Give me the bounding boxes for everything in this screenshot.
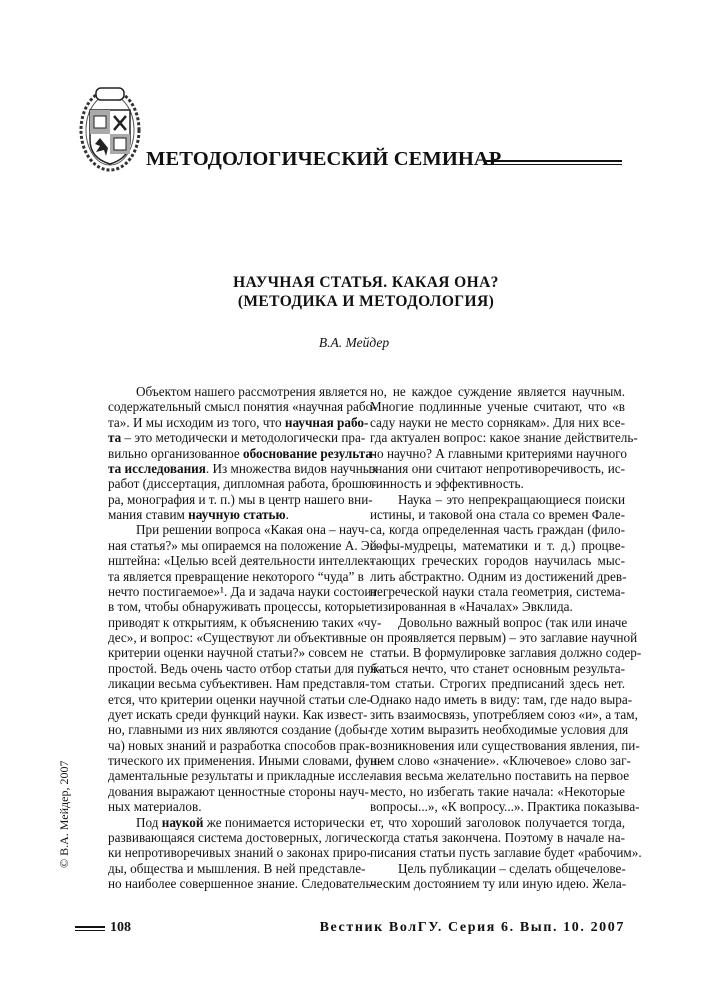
text-segment: том статьи. Строгих предписаний здесь нет.	[370, 676, 625, 692]
text-line	[108, 553, 375, 569]
text-line	[108, 753, 382, 768]
text-segment: тического их применения. Иными словами, фун-	[108, 753, 382, 768]
text-segment: Наука – это непрекращающиеся поиски	[398, 491, 625, 507]
text-line	[370, 584, 625, 599]
text-segment: но научно? А главными критериями научного	[370, 445, 627, 461]
text-line	[370, 430, 638, 446]
text-line	[370, 661, 625, 676]
text-line	[370, 706, 638, 722]
text-line	[108, 583, 378, 599]
text-line	[370, 507, 625, 522]
text-segment: в том, чтобы обнаруживать процессы, которые	[108, 599, 371, 615]
text-segment: где хотим выразить необходимые условия для	[370, 722, 629, 738]
text-line	[108, 522, 369, 538]
text-line	[370, 399, 625, 414]
text-line	[108, 476, 377, 492]
text-segment: са, когда определенная часть граждан (фило-	[370, 522, 625, 538]
text-segment: . Из множества видов научных	[205, 460, 379, 476]
text-segment: Довольно важный вопрос (так или иначе	[398, 614, 628, 630]
text-segment: но, не каждое суждение является научным.	[370, 384, 625, 399]
text-line	[108, 537, 382, 553]
bold-term: обоснование результа-	[243, 445, 377, 461]
text-segment: софы-мудрецы, математики и т. д.) процве-	[370, 537, 625, 553]
text-segment: когда статья закончена. Поэтому в начале на-	[370, 829, 625, 845]
text-line	[370, 538, 625, 553]
text-segment: Многие подлинные ученые считают, что «в	[370, 399, 625, 415]
text-line	[108, 430, 366, 446]
text-line	[370, 384, 625, 399]
text-segment: шем слово «значение». «Ключевое» слово заг-	[370, 753, 631, 768]
text-line	[108, 414, 369, 430]
text-line	[108, 399, 377, 415]
text-segment: лавия весьма желательно поставить на первое	[370, 768, 630, 784]
university-seal-icon	[78, 84, 142, 172]
text-line	[108, 814, 365, 830]
text-line	[370, 476, 625, 491]
text-segment: место, но избегать такие начала: «Некоторые	[370, 783, 625, 799]
text-line	[108, 507, 345, 522]
article-subtitle-line: (МЕТОДИКА И МЕТОДОЛОГИЯ)	[237, 293, 495, 310]
text-line	[370, 845, 642, 861]
text-segment: же понимается исторически	[203, 814, 365, 830]
text-line	[108, 568, 364, 584]
text-segment: вопросы...», «К вопросу...». Практика показыва-	[370, 799, 640, 815]
text-line	[370, 830, 625, 845]
text-segment: – это методически и методологически пра-	[121, 430, 366, 446]
text-segment: простой. Ведь очень часто отбор статьи для пуб-	[108, 660, 382, 676]
text-segment: ется, что критерии оценки научной статьи сле-	[108, 691, 371, 707]
text-line	[108, 676, 370, 692]
article-title	[0, 273, 709, 311]
text-line	[108, 491, 373, 507]
text-line	[108, 768, 374, 784]
text-line	[108, 630, 367, 645]
text-segment: лить абстрактно. Одним из достижений древ-	[370, 568, 627, 584]
text-line	[370, 645, 642, 661]
text-column-left	[108, 384, 382, 891]
article-author: В.А. Мейдер	[318, 335, 390, 350]
text-line	[370, 784, 625, 799]
text-segment: критерии оценки научной статьи?» совсем не	[108, 645, 364, 661]
text-line	[370, 614, 628, 630]
text-line	[108, 691, 371, 707]
text-line	[370, 522, 625, 537]
text-segment: ческим достоянием ту или иную идею. Жела-	[370, 876, 627, 891]
bold-term: научная рабо-	[284, 414, 369, 430]
heading-rule	[486, 160, 622, 165]
text-line	[370, 861, 625, 876]
text-segment: дования выражают ценностные стороны науч-	[108, 783, 369, 799]
text-segment: ды, общества и мышления. В ней представле-	[108, 860, 366, 876]
text-segment: ная статья?» мы опираемся на положение А. Эй-	[108, 537, 382, 553]
text-segment: ра, монография и т. п.) мы в центр нашего вни-	[108, 491, 373, 507]
text-line	[370, 492, 625, 507]
text-line	[108, 614, 382, 630]
text-segment: негреческой науки стала геометрия, система-	[370, 583, 625, 599]
text-line	[108, 384, 368, 399]
text-segment: саду науки не место сорнякам». Для них все-	[370, 414, 625, 430]
text-line	[108, 737, 370, 753]
text-segment: нштейна: «Целью всей деятельности интеллек-	[108, 553, 375, 569]
text-segment: нечто постигаемое»¹. Да и задача науки состоит	[108, 583, 378, 599]
footer-rule	[75, 926, 105, 931]
text-line	[370, 569, 625, 584]
text-segment: он проявляется первым) – это заглавие научной	[370, 630, 638, 645]
text-segment: зить взаимосвязь, употребляем союз «и», а там,	[370, 706, 638, 722]
text-segment: истины, и таковой она стала со времен Фале-	[370, 507, 625, 522]
text-segment: та является превращение некоторого “чуда” в	[108, 568, 364, 584]
text-line	[370, 630, 638, 645]
text-segment: жаться нечто, что станет основным результа-	[370, 660, 625, 676]
text-line	[370, 799, 640, 815]
text-segment: работ (диссертация, дипломная работа, брошю-	[108, 476, 377, 492]
text-line	[370, 676, 625, 691]
text-line	[370, 553, 625, 568]
text-segment: содержательный смысл понятия «научная рабо-	[108, 399, 377, 415]
text-segment: ча) новых знаний и разработка способов прак-	[108, 737, 370, 753]
text-segment: статьи. В формулировке заглавия должно содер-	[370, 645, 642, 661]
text-line	[108, 706, 368, 722]
copyright-notice: © В.А. Мейдер, 2007	[57, 760, 71, 868]
text-line	[370, 415, 625, 430]
text-line	[370, 691, 633, 707]
text-line	[370, 768, 630, 784]
text-line	[108, 799, 345, 814]
text-segment: но наиболее совершенное знание. Следователь-	[108, 876, 376, 891]
journal-name: Вестник ВолГУ. Серия 6. Вып. 10. 2007	[319, 920, 625, 935]
text-segment: дес», и вопрос: «Существуют ли объективные	[108, 630, 367, 645]
page-number: 108	[110, 920, 131, 935]
text-segment: При решении вопроса «Какая она – науч-	[136, 522, 369, 538]
text-line	[370, 737, 640, 753]
bold-term: наукой	[161, 814, 204, 830]
text-segment: возникновения или существования явления, пи-	[370, 737, 640, 753]
text-segment: гда актуален вопрос: какое знание действитель-	[370, 430, 638, 446]
text-segment: та». И мы исходим из того, что	[108, 414, 285, 430]
text-segment: знания они считают непротиворечивость, ис-	[370, 460, 625, 476]
section-heading: МЕТОДОЛОГИЧЕСКИЙ СЕМИНАР	[146, 148, 502, 170]
text-segment: Цель публикации – сделать общечелове-	[398, 860, 626, 876]
text-segment: вильно организованное	[108, 445, 244, 461]
text-column-right	[370, 384, 642, 891]
text-segment: Под	[136, 814, 162, 830]
text-line	[108, 829, 374, 845]
text-segment: ных материалов.	[108, 799, 202, 815]
text-segment: тизированная в «Началах» Эвклида.	[370, 599, 573, 615]
text-segment: ликации весьма субъективен. Нам представля-	[108, 676, 370, 692]
text-line	[108, 445, 377, 461]
text-segment: тающих греческих городов научилась мыс-	[370, 553, 625, 569]
text-line	[370, 446, 625, 461]
text-line	[108, 860, 366, 876]
text-segment: ет, что хороший заголовок получается тогда,	[370, 814, 625, 830]
text-line	[108, 845, 372, 861]
text-line	[370, 599, 625, 614]
text-line	[108, 722, 373, 738]
text-line	[108, 660, 382, 676]
text-segment: дует искать среди функций науки. Как извест-	[108, 706, 368, 722]
text-line	[108, 645, 364, 661]
text-line	[108, 783, 369, 799]
text-segment: мания ставим	[108, 507, 189, 522]
text-line	[370, 876, 625, 891]
text-segment: приводят к открытиям, к объяснению таких «чу-	[108, 614, 382, 630]
text-line	[370, 753, 631, 768]
bold-term: та	[108, 430, 122, 446]
bold-term: научную статью	[188, 507, 286, 522]
text-segment: Объектом нашего рассмотрения является	[136, 384, 368, 399]
text-segment: .	[285, 507, 289, 522]
text-segment: но, главными из них являются создание (добы-	[108, 722, 373, 738]
text-line	[108, 599, 371, 615]
text-segment: развивающаяся система достоверных, логичес-	[108, 829, 374, 845]
text-line	[370, 722, 629, 738]
text-segment: тинность и эффективность.	[370, 476, 524, 492]
text-segment: Однако надо иметь в виду: там, где надо выра-	[370, 691, 633, 707]
bold-term: та исследования	[108, 460, 206, 476]
text-line	[108, 876, 376, 891]
article-title-line: НАУЧНАЯ СТАТЬЯ. КАКАЯ ОНА?	[233, 274, 499, 291]
text-segment: писания статьи пусть заглавие будет «рабочим».	[370, 845, 642, 861]
text-segment: даментальные результаты и прикладные иссле-	[108, 768, 374, 784]
text-segment: ки непротиворечивых знаний о законах приро-	[108, 845, 372, 861]
text-line	[370, 461, 625, 476]
text-line	[108, 460, 379, 476]
text-line	[370, 815, 625, 830]
